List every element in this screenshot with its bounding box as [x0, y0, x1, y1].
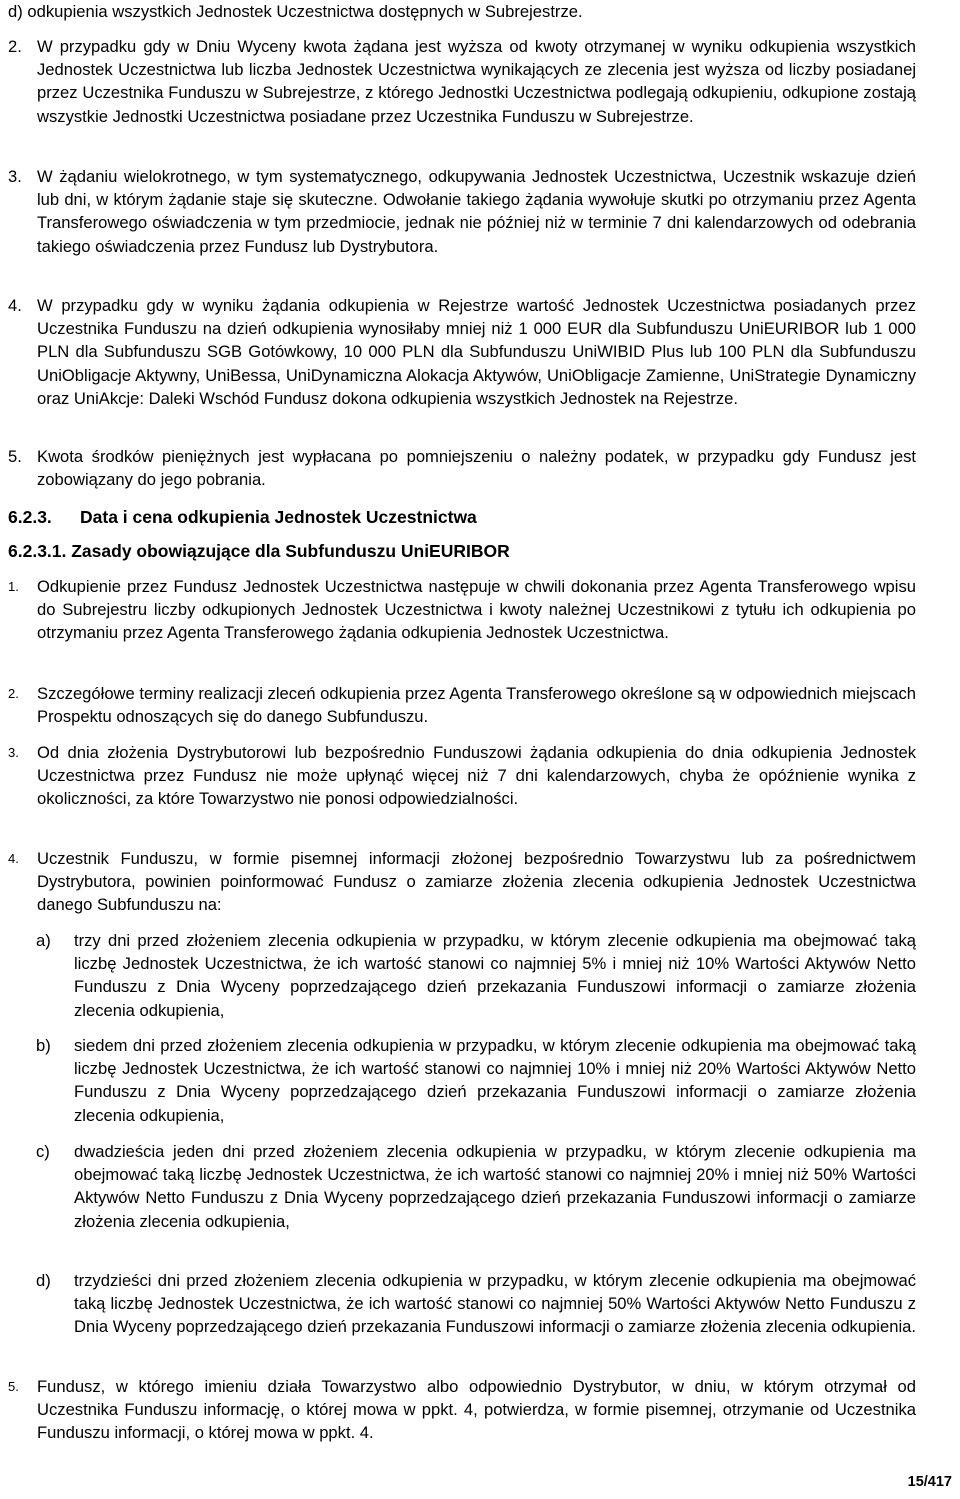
item-d-intro: d) odkupienia wszystkich Jednostek Uczestnictwa dostępnych w Subrejestrze.: [8, 2, 583, 21]
section2-item-2: 2. Szczegółowe terminy realizacji zleceń odkupienia przez Agenta Transferowego określone są w odpowiednich miejscach Prospektu odnoszących się do danego Subfunduszu.: [8, 684, 917, 727]
section2-item-1: 1. Odkupienie przez Fundusz Jednostek Uczestnictwa następuje w chwili dokonania przez Agenta Transferowego wpisu do Subrejestru liczby odkupionych Jednostek Uczestnictwa i kwoty należnej Uczestnikowi z tytułu ich odkupienia po otrzymaniu przez Agenta Transferowego żądania odkupienia Jednostek Uczestnictwa.: [8, 577, 916, 643]
subsection-heading: 6.2.3.1. Zasady obowiązujące dla Subfunduszu UniEURIBOR: [8, 541, 510, 561]
section1-item-4: 4. W przypadku gdy w wyniku żądania odkupienia w Rejestrze wartość Jednostek Uczestnictwa posiadanych przez Uczestnika Funduszu na dzień odkupienia wynosiłaby mniej niż 1 000 EUR dla Subfunduszu UniEURIBOR lub 1 000 PLN dla Subfunduszu SGB Gotówkowy, 10 000 PLN dla Subfunduszu UniWIBID Plus lub 100 PLN dla Subfunduszu UniObligacje Aktywny, UniBessa, UniDynamiczna Alokacja Aktywów, UniObligacje Zamienne, UniStrategie Dynamiczny oraz UniAkcje: Daleki Wschód Fundusz dokona odkupienia wszystkich Jednostek na Rejestrze.: [8, 296, 916, 408]
section-heading: 6.2.3. Data i cena odkupienia Jednostek Uczestnictwa: [8, 507, 477, 527]
section1-item-2: 2. W przypadku gdy w Dniu Wyceny kwota żądana jest wyższa od kwoty otrzymanej w wyniku odkupienia wszystkich Jednostek Uczestnictwa lub liczba Jednostek Uczestnictwa wynikających ze zlecenia jest wyższa od liczby posiadanej przez Uczestnika Funduszu w Subrejestrze, z którego Jednostki Uczestnictwa podlegają odkupieniu, odkupione zostają wszystkie Jednostki Uczestnictwa posiadane przez Uczestnika Funduszu w Subrejestrze.: [8, 37, 916, 126]
subitem-b: b) siedem dni przed złożeniem zlecenia odkupienia w przypadku, w którym zlecenie odkupienia ma obejmować taką liczbę Jednostek Uczestnictwa, że ich wartość stanowi co najmniej 10% i mniej niż 20% Wartości Aktywów Netto Funduszu z Dnia Wyceny poprzedzającego dzień przekazania Funduszowi informacji o zamiarze złożenia zlecenia odkupienia,: [36, 1036, 916, 1125]
section1-item-3: 3. W żądaniu wielokrotnego, w tym systematycznego, odkupywania Jednostek Uczestnictwa, Uczestnik wskazuje dzień lub dni, w którym żądanie staje się skuteczne. Odwołanie takiego żądania wywołuje skutki po otrzymaniu przez Agenta Transferowego oświadczenia w tym przedmiocie, jednak nie później niż w terminie 7 dni kalendarzowych od odebrania takiego oświadczenia przez Fundusz lub Dystrybutora.: [8, 167, 916, 256]
section2-item-4: 4. Uczestnik Funduszu, w formie pisemnej informacji złożonej bezpośrednio Towarzystwu lub za pośrednictwem Dystrybutora, powinien poinformować Fundusz o zamiarze złożenia zlecenia odkupienia Jednostek Uczestnictwa danego Subfunduszu na:: [8, 849, 916, 915]
subitem-c: c) dwadzieścia jeden dni przed złożeniem zlecenia odkupienia w przypadku, w którym zlecenie odkupienia ma obejmować taką liczbę Jednostek Uczestnictwa, że ich wartość stanowi co najmniej 20% i mniej niż 50% Wartości Aktywów Netto Funduszu z Dnia Wyceny poprzedzającego dzień przekazania Funduszowi informacji o zamiarze złożenia zlecenia odkupienia,: [36, 1142, 916, 1231]
section2-item-5: 5. Fundusz, w którego imieniu działa Towarzystwo albo odpowiednio Dystrybutor, w dniu, w którym otrzymał od Uczestnika Funduszu informację, o której mowa w ppkt. 4, potwierdza, w formie pisemnej, otrzymanie od Uczestnika Funduszu informacji, o której mowa w ppkt. 4.: [8, 1377, 916, 1443]
subitem-d: d) trzydzieści dni przed złożeniem zlecenia odkupienia w przypadku, w którym zlecenie odkupienia ma obejmować taką liczbę Jednostek Uczestnictwa, że ich wartość stanowi co najmniej 50% Wartości Aktywów Netto Funduszu z Dnia Wyceny poprzedzającego dzień przekazania Funduszowi informacji o zamiarze złożenia zlecenia odkupienia.: [36, 1271, 916, 1337]
section2-item-3: 3. Od dnia złożenia Dystrybutorowi lub bezpośrednio Funduszowi żądania odkupienia do dnia odkupienia Jednostek Uczestnictwa przez Fundusz nie może upłynąć więcej niż 7 dni kalendarzowych, chyba że opóźnienie wynika z okoliczności, za które Towarzystwo nie ponosi odpowiedzialności.: [8, 743, 916, 809]
section1-item-5: 5. Kwota środków pieniężnych jest wypłacana po pomniejszeniu o należny podatek, w przypadku gdy Fundusz jest zobowiązany do jego pobrania.: [8, 447, 916, 490]
page-number: 15/417: [907, 1474, 952, 1490]
subitem-a: a) trzy dni przed złożeniem zlecenia odkupienia w przypadku, w którym zlecenie odkupienia ma obejmować taką liczbę Jednostek Uczestnictwa, że ich wartość stanowi co najmniej 5% i mniej niż 10% Wartości Aktywów Netto Funduszu z Dnia Wyceny poprzedzającego dzień przekazania Funduszowi informacji o zamiarze złożenia zlecenia odkupienia,: [36, 931, 916, 1020]
